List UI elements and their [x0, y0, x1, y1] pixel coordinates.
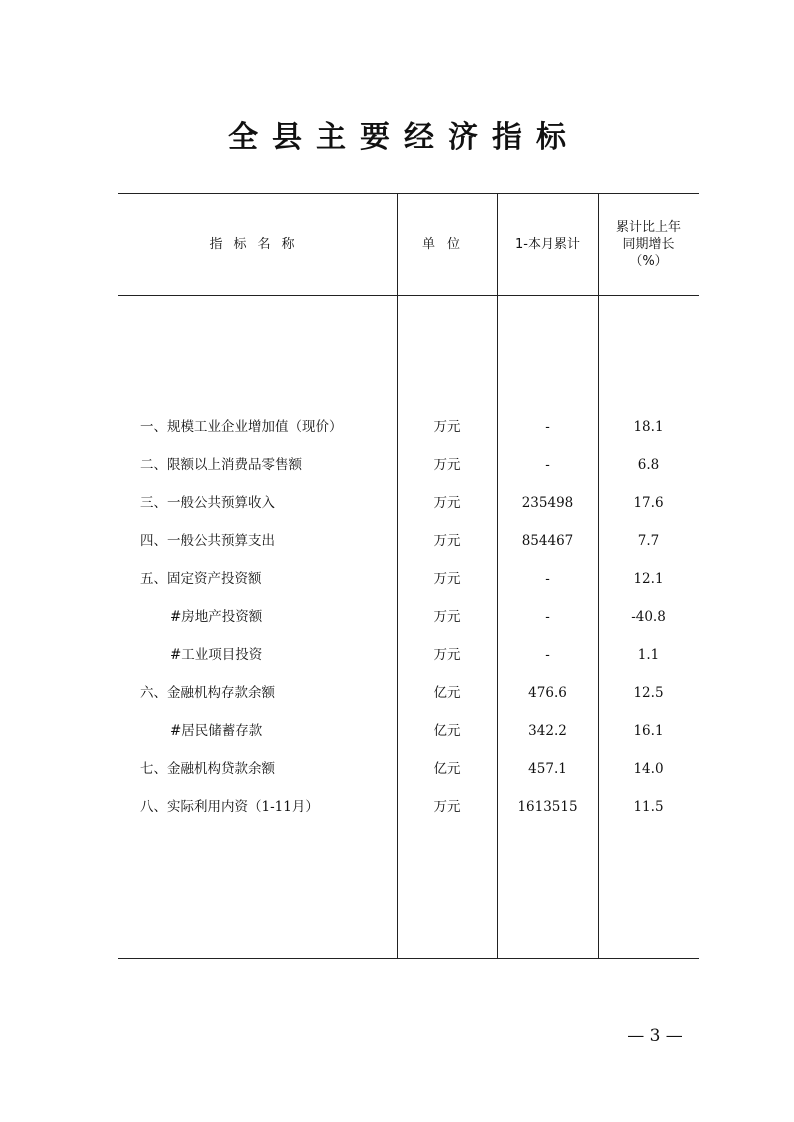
header-divider — [118, 295, 699, 296]
row-growth: 16.1 — [633, 723, 664, 739]
row-cumulative: - — [545, 457, 550, 473]
row-growth: 12.1 — [633, 571, 664, 587]
table-row — [118, 408, 699, 446]
header-indicator-name: 指标名称 — [209, 237, 306, 252]
row-cumulative: 854467 — [521, 533, 574, 549]
row-cumulative: 457.1 — [528, 761, 567, 777]
table-row — [118, 674, 699, 712]
row-cumulative: 476.6 — [528, 685, 567, 701]
row-growth: 11.5 — [633, 799, 664, 815]
row-indicator-name: 五、固定资产投资额 — [140, 571, 262, 587]
table-row — [118, 522, 699, 560]
row-cumulative: - — [545, 571, 550, 587]
row-unit: 万元 — [433, 799, 461, 815]
row-indicator-name: #房地产投资额 — [170, 609, 263, 625]
row-unit: 万元 — [433, 495, 461, 511]
header-cumulative: 1-本月累计 — [515, 237, 580, 252]
row-growth: 6.8 — [637, 457, 660, 473]
table-row — [118, 750, 699, 788]
table-row — [118, 788, 699, 826]
row-indicator-name: 二、限额以上消费品零售额 — [140, 457, 302, 473]
header-growth-line: （%） — [629, 254, 668, 269]
row-cumulative: 1613515 — [517, 799, 578, 815]
row-unit: 万元 — [433, 419, 461, 435]
row-growth: 1.1 — [637, 647, 660, 663]
row-indicator-name: 七、金融机构贷款余额 — [140, 761, 275, 777]
indicator-table — [118, 193, 699, 959]
header-growth-line: 累计比上年 — [615, 220, 681, 235]
table-row — [118, 636, 699, 674]
row-unit: 亿元 — [433, 761, 461, 777]
row-unit: 亿元 — [433, 723, 461, 739]
row-growth: 18.1 — [633, 419, 664, 435]
row-unit: 万元 — [433, 609, 461, 625]
row-unit: 万元 — [433, 533, 461, 549]
row-cumulative: 235498 — [521, 495, 574, 511]
header-unit: 单位 — [421, 237, 472, 252]
row-unit: 万元 — [433, 571, 461, 587]
row-unit: 万元 — [433, 647, 461, 663]
page-number: — 3 — — [627, 1026, 683, 1046]
header-growth — [598, 194, 699, 295]
row-unit: 万元 — [433, 457, 461, 473]
row-growth: 17.6 — [633, 495, 664, 511]
table-row — [118, 484, 699, 522]
row-indicator-name: 四、一般公共预算支出 — [140, 533, 275, 549]
header-growth-line: 同期增长 — [622, 237, 675, 252]
row-indicator-name: 一、规模工业企业增加值（现价） — [140, 419, 343, 435]
row-cumulative: - — [545, 609, 550, 625]
page-title: 全县主要经济指标 — [228, 120, 580, 155]
row-growth: 7.7 — [637, 533, 660, 549]
table-row — [118, 598, 699, 636]
row-cumulative: - — [545, 419, 550, 435]
row-unit: 亿元 — [433, 685, 461, 701]
table-row — [118, 560, 699, 598]
row-cumulative: - — [545, 647, 550, 663]
table-row — [118, 712, 699, 750]
row-indicator-name: 六、金融机构存款余额 — [140, 685, 275, 701]
row-indicator-name: 八、实际利用内资（1-11月） — [140, 799, 319, 815]
row-growth: -40.8 — [631, 609, 666, 625]
row-indicator-name: 三、一般公共预算收入 — [140, 495, 275, 511]
row-growth: 14.0 — [633, 761, 664, 777]
row-cumulative: 342.2 — [528, 723, 567, 739]
row-growth: 12.5 — [633, 685, 664, 701]
row-indicator-name: #工业项目投资 — [170, 647, 263, 663]
row-indicator-name: #居民储蓄存款 — [170, 723, 263, 739]
table-row — [118, 446, 699, 484]
